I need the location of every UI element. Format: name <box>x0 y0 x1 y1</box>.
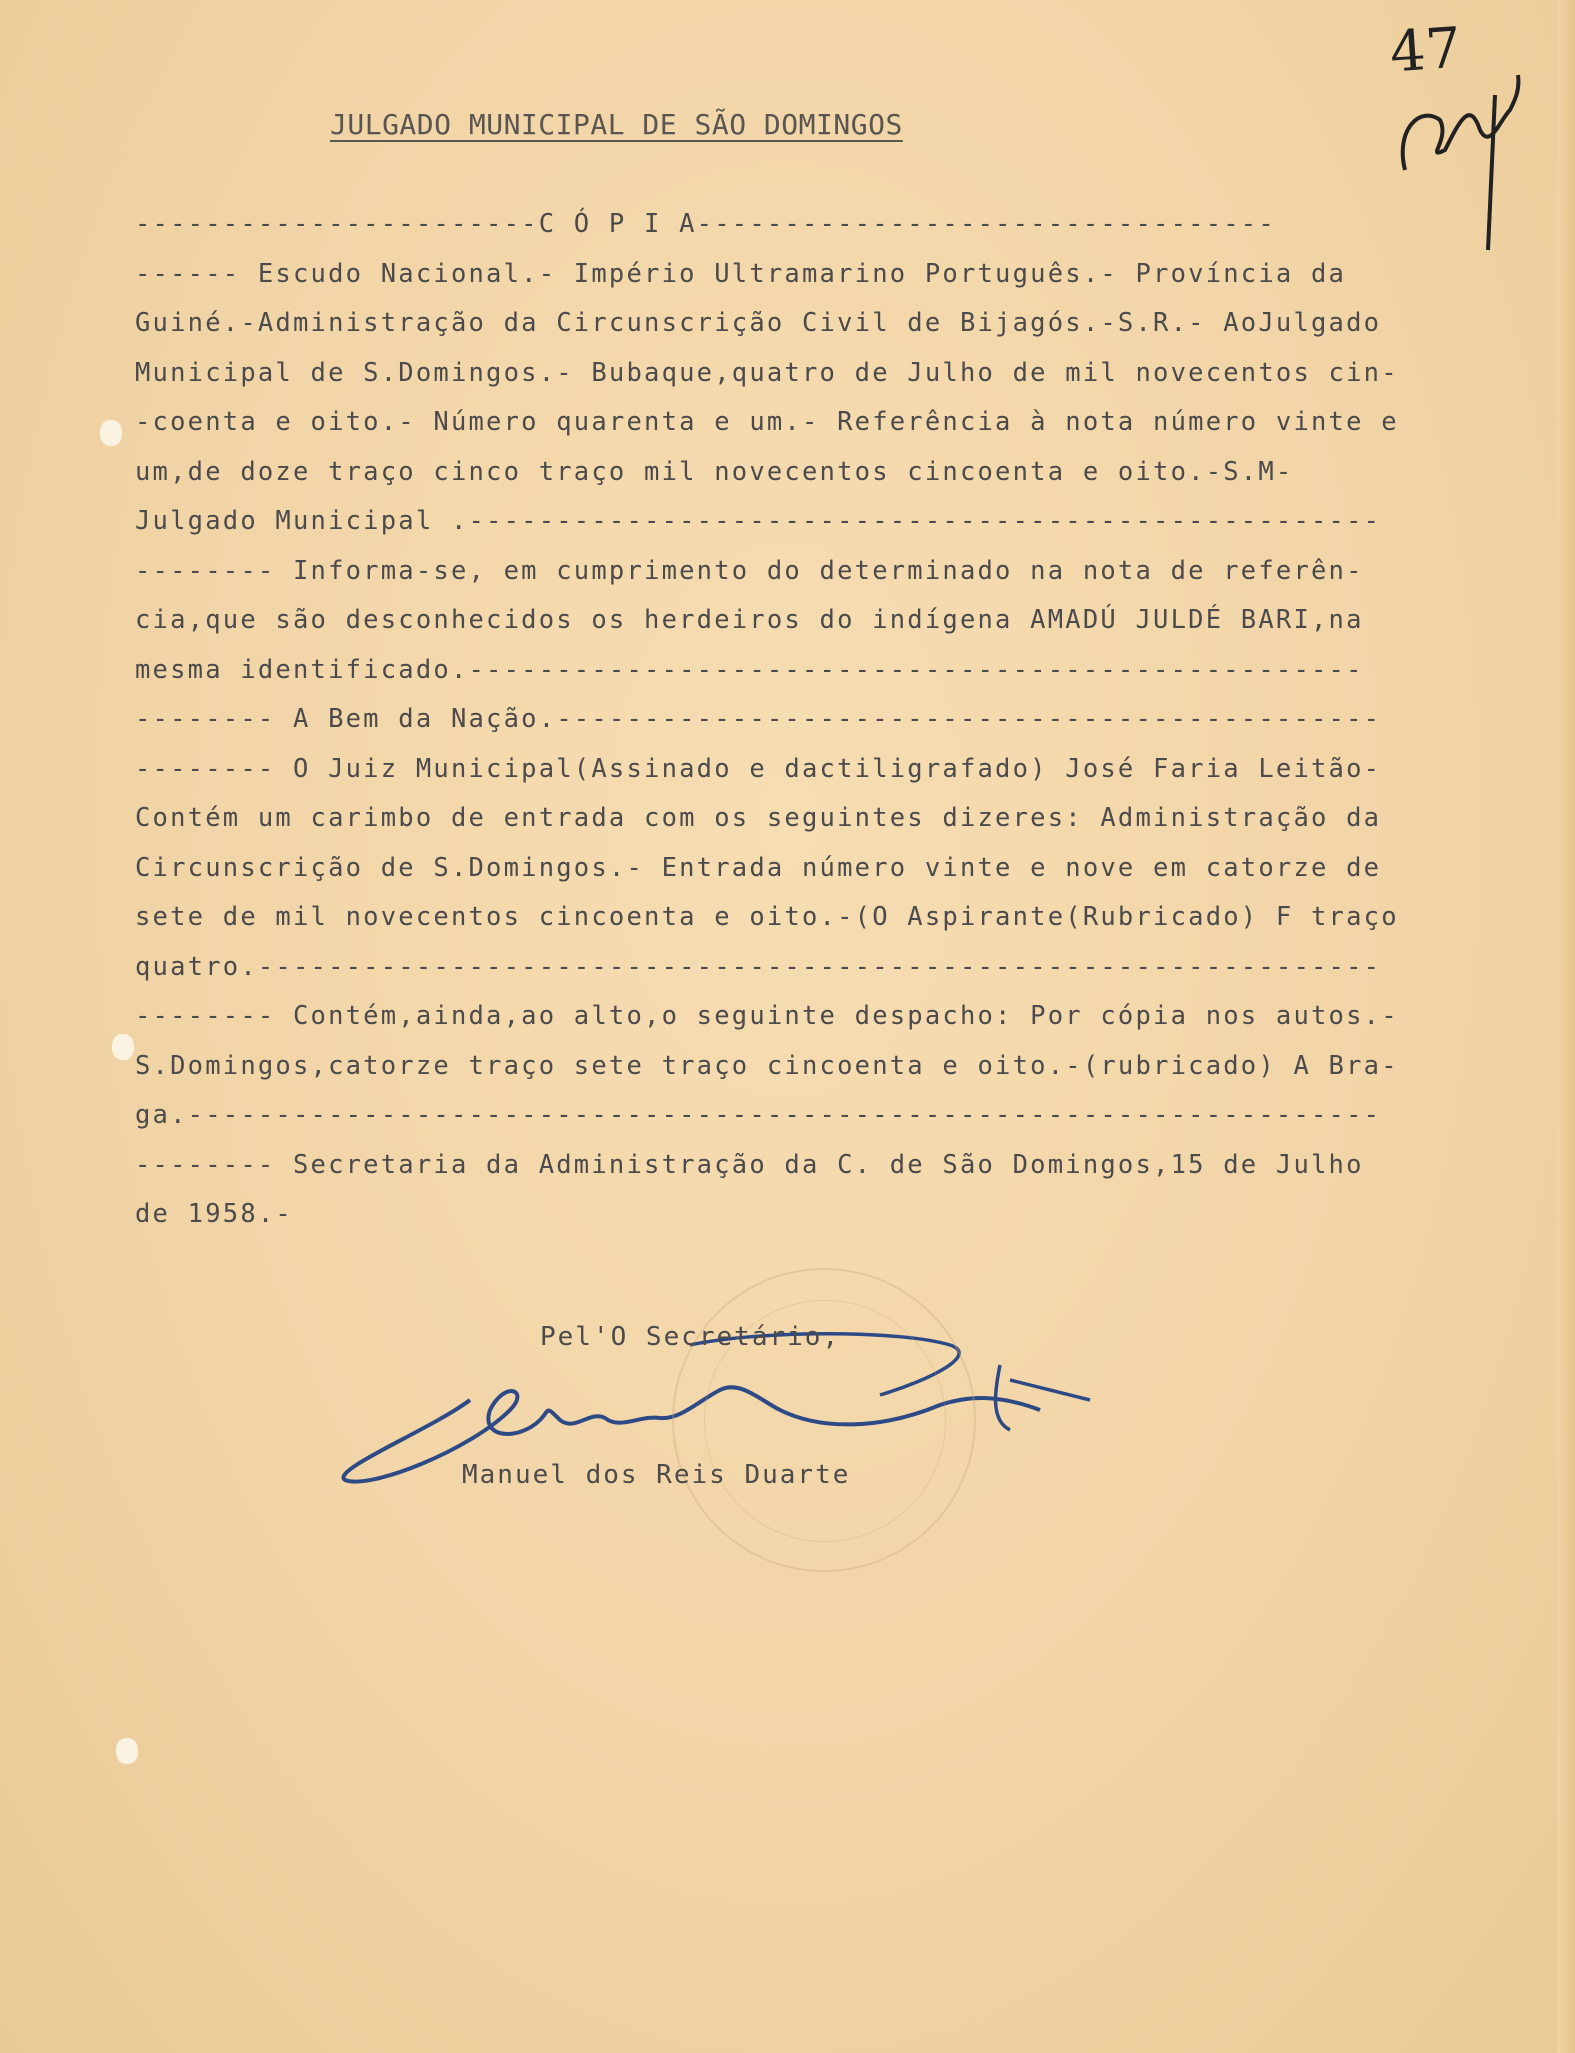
body-line: ga.-------------------------------------------------------------------- <box>135 1100 1382 1130</box>
page-number: 47 <box>1387 15 1464 86</box>
body-line: Municipal de S.Domingos.- Bubaque,quatro de Julho de mil novecentos cin- <box>135 357 1399 388</box>
body-line: quatro.---------------------------------------------------------------- <box>135 951 1382 982</box>
body-line: cia,que são desconhecidos os herdeiros do indígena AMADÚ JULDÉ BARI,na <box>135 605 1364 635</box>
document-heading: JULGADO MUNICIPAL DE SÃO DOMINGOS <box>330 108 903 141</box>
body-line: mesma identificado.--------------------------------------------------- <box>135 654 1364 685</box>
body-line: Julgado Municipal .---------------------------------------------------- <box>135 506 1382 536</box>
body-line: ------ Escudo Nacional.- Império Ultramarino Português.- Província da <box>135 258 1347 289</box>
body-line: um,de doze traço cinco traço mil novecentos cincoenta e oito.-S.M- <box>135 456 1294 487</box>
signer-name: Manuel dos Reis Duarte <box>462 1460 851 1490</box>
body-line: Circunscrição de S.Domingos.- Entrada número vinte e nove em catorze de <box>135 852 1382 883</box>
body-line: -coenta e oito.- Número quarenta e um.- Referência à nota número vinte e <box>135 407 1399 437</box>
embossed-seal <box>672 1268 976 1572</box>
document-body <box>135 200 1555 1240</box>
body-line: -------- Secretaria da Administração da C. de São Domingos,15 de Julho <box>135 1149 1364 1180</box>
signoff-line: Pel'O Secretário, <box>540 1322 841 1352</box>
body-line: sete de mil novecentos cincoenta e oito.-(O Aspirante(Rubricado) F traço <box>135 902 1399 932</box>
body-line: S.Domingos,catorze traço sete traço cincoenta e oito.-(rubricado) A Bra- <box>135 1050 1399 1081</box>
body-line: de 1958.- <box>135 1199 293 1229</box>
body-line: -----------------------C Ó P I A--------------------------------- <box>135 209 1276 239</box>
margin-initials <box>1403 75 1519 170</box>
body-line: Guiné.-Administração da Circunscrição Civil de Bijagós.-S.R.- AoJulgado <box>135 308 1382 338</box>
body-line: Contém um carimbo de entrada com os seguintes dizeres: Administração da <box>135 803 1382 833</box>
body-line: -------- Contém,ainda,ao alto,o seguinte despacho: Por cópia nos autos.- <box>135 1001 1399 1031</box>
body-line: -------- A Bem da Nação.----------------------------------------------- <box>135 704 1382 734</box>
body-line: -------- Informa-se, em cumprimento do determinado na nota de referên- <box>135 555 1364 586</box>
body-line: -------- O Juiz Municipal(Assinado e dactiligrafado) José Faria Leitão- <box>135 753 1382 784</box>
